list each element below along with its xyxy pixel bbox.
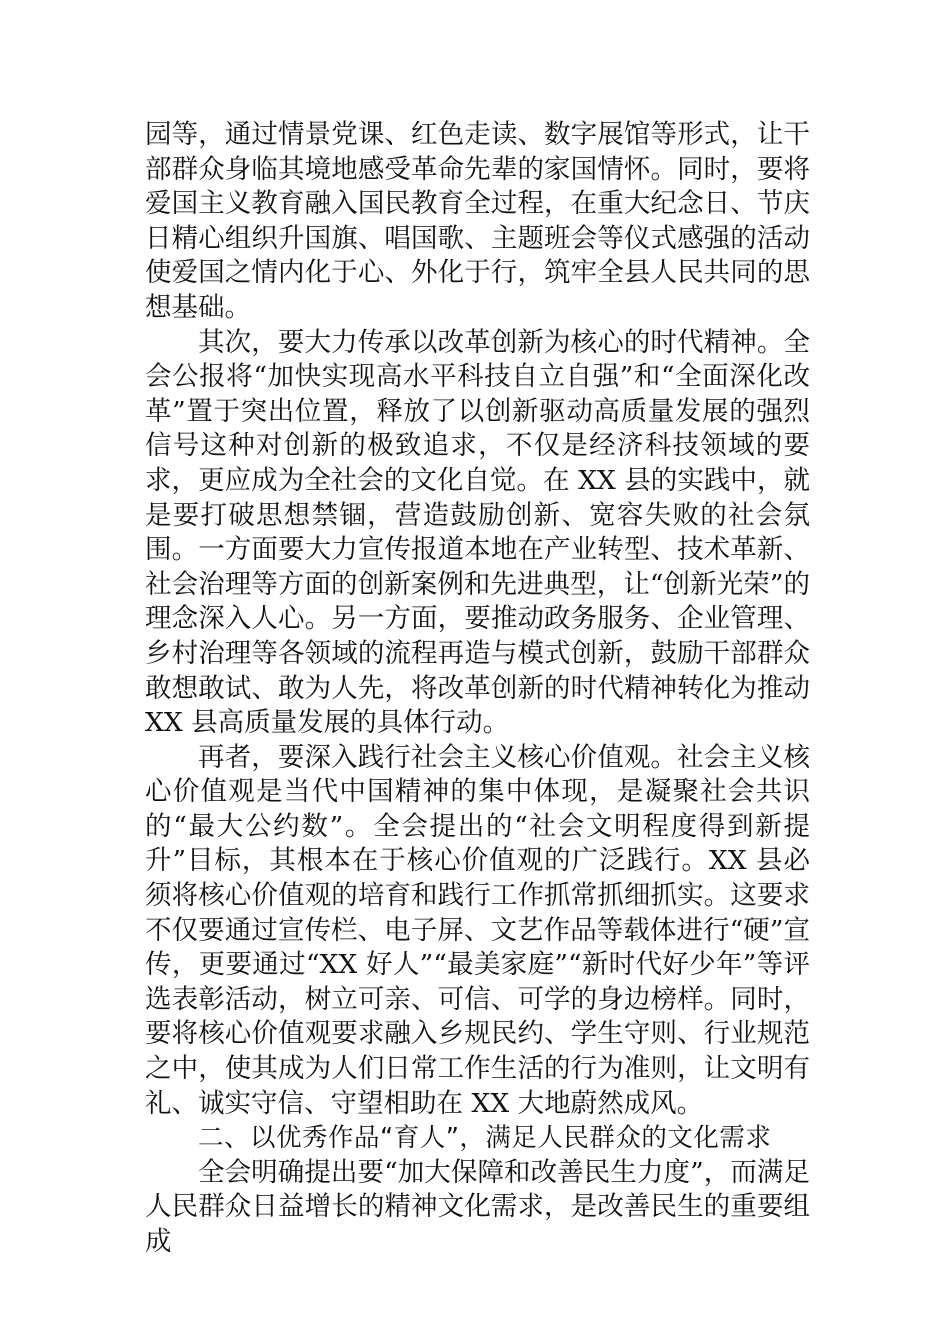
document-body <box>145 118 810 1260</box>
paragraph-innovation-spirit: 其次，要大力传承以改革创新为核心的时代精神。全会公报将“加快实现高水平科技自立自强”和“全面深化改革”置于突出位置，释放了以创新驱动高质量发展的强烈信号这种对创新的极致追求，不仅是经济科技领域的要求，更应成为全社会的文化自觉。在 XX 县的实践中，就是要打破思想禁锢，营造鼓励创新、宽容失败的社会氛围。一方面要大力宣传报道本地在产业转型、技术革新、社会治理等方面的创新案例和先进典型，让“创新光荣”的理念深入人心。另一方面，要推动政务服务、企业管理、乡村治理等各领域的流程再造与模式创新，鼓励干部群众敢想敢试、敢为人先，将改革创新的时代精神转化为推动 XX 县高质量发展的具体行动。 <box>145 326 810 739</box>
paragraph-core-values: 再者，要深入践行社会主义核心价值观。社会主义核心价值观是当代中国精神的集中体现，是凝聚社会共识的“最大公约数”。全会提出的“社会文明程度得到新提升”目标，其根本在于核心价值观的广泛践行。XX 县必须将核心价值观的培育和践行工作抓常抓细抓实。这要求不仅要通过宣传栏、电子屏、文艺作品等载体进行“硬”宣传，更要通过“XX 好人”“最美家庭”“新时代好少年”等评选表彰活动，树立可亲、可信、可学的身边榜样。同时，要将核心价值观要求融入乡规民约、学生守则、行业规范之中，使其成为人们日常工作生活的行为准则，让文明有礼、诚实守信、守望相助在 XX 大地蔚然成风。 <box>145 741 810 1119</box>
paragraph-patriotism-continued: 园等，通过情景党课、红色走读、数字展馆等形式，让干部群众身临其境地感受革命先辈的家国情怀。同时，要将爱国主义教育融入国民教育全过程，在重大纪念日、节庆日精心组织升国旗、唱国歌、主题班会等仪式感强的活动使爱国之情内化于心、外化于行，筑牢全县人民共同的思想基础。 <box>145 119 810 323</box>
paragraph-cultural-needs: 全会明确提出要“加大保障和改善民生力度”，而满足人民群众日益增长的精神文化需求，是改善民生的重要组成 <box>145 1156 810 1257</box>
section-heading: 二、以优秀作品“育人”，满足人民群众的文化需求 <box>198 1123 772 1154</box>
